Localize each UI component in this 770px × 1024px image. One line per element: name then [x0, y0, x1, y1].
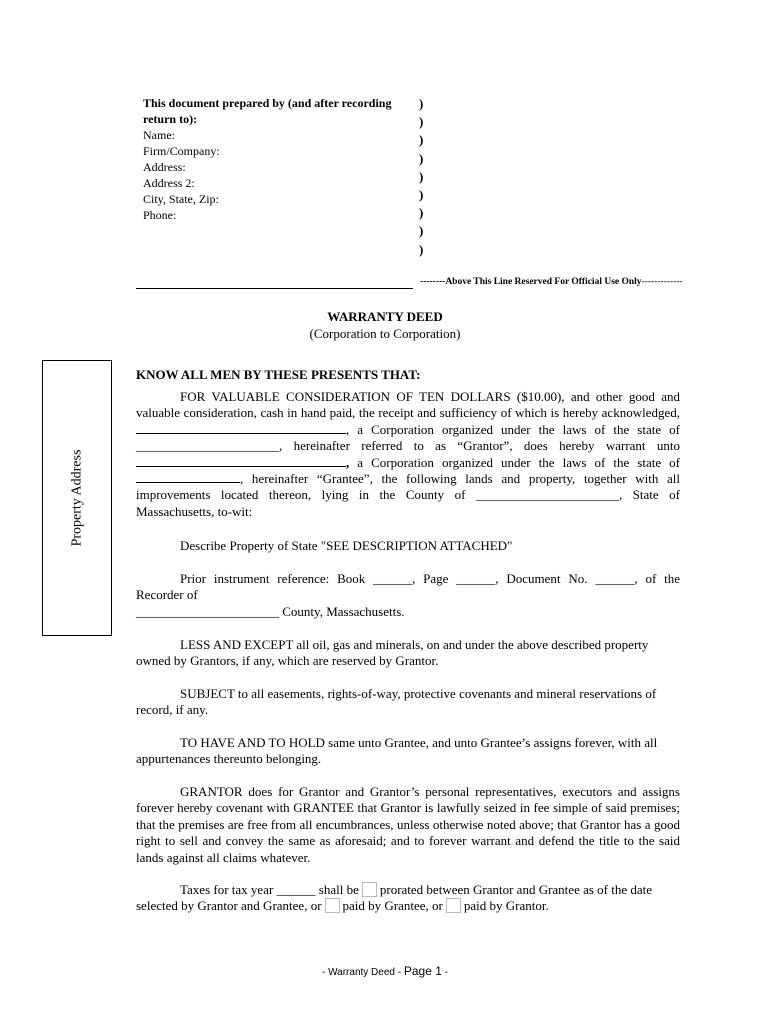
state-text: , State of Massachusetts, to-wit: — [136, 487, 680, 519]
taxes-text-b: prorated between Grantor and Grantee as of the date selected by Grantor and Grantee, or — [136, 882, 653, 914]
taxes-paragraph — [136, 882, 680, 915]
property-address-label: Property Address — [69, 449, 85, 547]
document-title: WARRANTY DEED — [327, 309, 443, 324]
prepared-by-line1: This document prepared by (and after recording — [143, 96, 392, 110]
prepared-by-line2: return to): — [143, 112, 198, 126]
to-have-paragraph: TO HAVE AND TO HOLD same unto Grantee, and unto Grantee’s assigns forever, with all appurtenances thereunto belonging. — [136, 735, 658, 767]
field-address2: Address 2: — [143, 176, 195, 190]
consideration-paragraph — [136, 389, 680, 520]
prorated-checkbox[interactable] — [362, 882, 377, 897]
footer-label: - Warranty Deed - — [321, 967, 404, 978]
describe-property: Describe Property of State "SEE DESCRIPTION ATTACHED" — [180, 538, 513, 553]
preparer-block — [143, 95, 413, 223]
reserved-dashes-right: ------------- — [641, 277, 683, 287]
field-phone: Phone: — [143, 208, 177, 222]
prior-instrument-text: Prior instrument reference: Book ______, Page ______, Document No. ______, of the Recorder of — [136, 571, 680, 603]
grantee-name-blank[interactable] — [136, 455, 346, 467]
prior-instrument — [136, 571, 680, 620]
know-all-heading: KNOW ALL MEN BY THESE PRESENTS THAT: — [136, 367, 421, 382]
grantee-state-blank[interactable] — [136, 471, 240, 483]
county-blank[interactable]: ______________________ — [475, 487, 619, 503]
page-number: Page 1 — [403, 964, 442, 978]
field-name: Name: — [143, 128, 175, 142]
grantor-state-blank[interactable]: ______________________ — [136, 438, 279, 454]
field-firm: Firm/Company: — [143, 144, 220, 158]
field-city-state-zip: City, State, Zip: — [143, 192, 219, 206]
official-use-notice — [420, 277, 683, 287]
recording-divider-line — [136, 288, 413, 289]
reserved-dashes-left: -------- — [420, 277, 446, 287]
grantor-org-text: , a Corporation organized under the laws of the state of — [346, 421, 680, 437]
subject-paragraph: SUBJECT to all easements, rights-of-way, protective covenants and mineral reservations of record, if any. — [136, 686, 657, 718]
grantor-name-blank[interactable] — [136, 422, 346, 434]
bracket-column: ) ) ) ) ) ) ) ) ) — [419, 96, 424, 257]
taxes-text-d: paid by Grantor. — [463, 898, 549, 914]
paid-by-grantee-checkbox[interactable] — [325, 898, 340, 913]
grantee-org-text: a Corporation organized under the laws of the state of — [357, 454, 680, 470]
footer-suffix: - — [441, 967, 449, 978]
grantor-covenant-paragraph: GRANTOR does for Grantor and Grantor’s personal representatives, executors and assigns forever hereby covenant with GRANTEE that Grantor is lawfully seized in fee simple of said premises; that the premises are free from all encumbrances, unless otherwise noted above; that Grantor has a good right to sell and convey the same as aforesaid; and to forever warrant and defend the title to the said lands against all claims whatever. — [136, 784, 680, 865]
property-address-label-wrap — [42, 360, 112, 636]
grantee-comma: , — [346, 454, 350, 470]
field-address: Address: — [143, 160, 186, 174]
document-subtitle: (Corporation to Corporation) — [309, 326, 461, 341]
paid-by-grantor-checkbox[interactable] — [446, 898, 461, 913]
consideration-text: FOR VALUABLE CONSIDERATION OF TEN DOLLARS ($10.00), and other good and valuable consideration, cash in hand paid, the receipt and sufficiency of which is hereby acknowledged, — [136, 389, 680, 421]
less-except-paragraph: LESS AND EXCEPT all oil, gas and minerals, on and under the above described property owned by Grantors, if any, which are reserved by Grantor. — [136, 637, 649, 669]
warrant-text: , hereinafter referred to as “Grantor”, does hereby warrant unto — [279, 438, 680, 454]
prior-county-text: ______________________ County, Massachusetts. — [136, 603, 405, 619]
taxes-text-c: paid by Grantee, or — [342, 898, 443, 914]
taxes-text-a: Taxes for tax year ______ shall be — [180, 882, 359, 897]
page-footer — [0, 964, 770, 978]
lands-text: , hereinafter “Grantee”, the following lands and property, together with all improvements located thereon, lying in the County of — [136, 471, 680, 503]
reserved-text: Above This Line Reserved For Official Use Only — [445, 277, 642, 287]
